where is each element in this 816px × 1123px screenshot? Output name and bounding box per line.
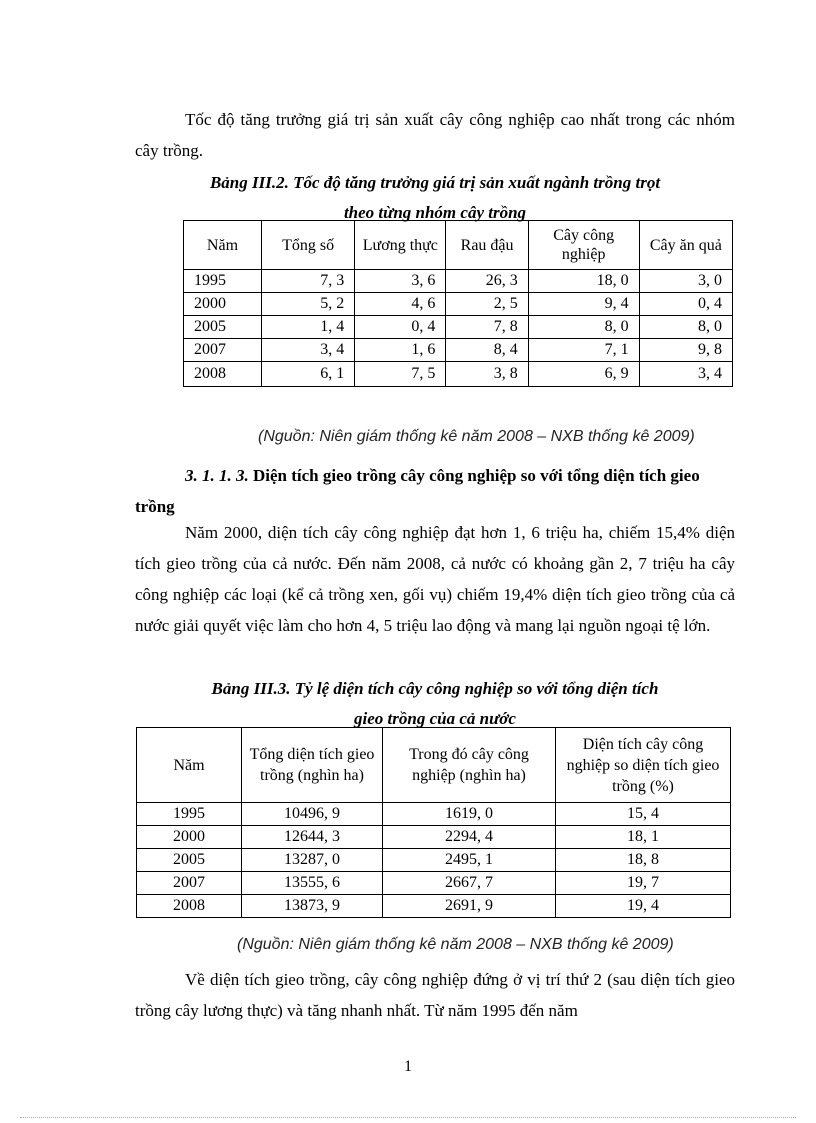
cell-ratio: 15, 4: [556, 803, 731, 826]
cell-industrial: 9, 4: [528, 293, 639, 316]
cell-year: 2008: [184, 362, 262, 387]
page-number: 1: [404, 1058, 412, 1075]
cell-fruit: 9, 8: [639, 339, 732, 362]
cell-industrial: 7, 1: [528, 339, 639, 362]
cell-industrial-area: 1619, 0: [383, 803, 556, 826]
header-total: Tổng số: [261, 221, 354, 270]
cell-year: 2000: [184, 293, 262, 316]
cell-ratio: 19, 4: [556, 895, 731, 918]
cell-total-area: 12644, 3: [242, 826, 383, 849]
header-year: Năm: [184, 221, 262, 270]
cell-total: 6, 1: [261, 362, 354, 387]
cell-total: 3, 4: [261, 339, 354, 362]
paragraph-intro: Tốc độ tăng trưởng giá trị sản xuất cây công nghiệp cao nhất trong các nhóm cây trồng.: [135, 110, 735, 160]
header-vegetables: Rau đậu: [446, 221, 528, 270]
table3-source: (Nguồn: Niên giám thống kê năm 2008 – NXB thống kê 2009): [237, 936, 674, 953]
table-row: [137, 895, 731, 918]
page-bottom-divider: [20, 1117, 796, 1118]
cell-vegetables: 2, 5: [446, 293, 528, 316]
table3-caption-line1: Bảng III.3. Tỷ lệ diện tích cây công nghiệp so với tổng diện tích: [211, 679, 659, 698]
section-title: Diện tích gieo trồng cây công nghiệp so với tổng diện tích gieo trồng: [135, 466, 700, 516]
section-heading: [135, 460, 735, 522]
paragraph-area: Năm 2000, diện tích cây công nghiệp đạt hơn 1, 6 triệu ha, chiếm 15,4% diện tích gieo trồng của cả nước. Đến năm 2008, cả nước có khoảng gần 2, 7 triệu ha cây công nghiệp các loại (kể cả trồng xen, gối vụ) chiếm 19,4% diện tích gieo trồng của cả nước giải quyết việc làm cho hơn 4, 5 triệu lao động và mang lại nguồn ngoại tệ lớn.: [135, 523, 735, 635]
cell-industrial: 6, 9: [528, 362, 639, 387]
cell-year: 2007: [184, 339, 262, 362]
cell-industrial-area: 2495, 1: [383, 849, 556, 872]
header-industrial: Cây công nghiệp: [528, 221, 639, 270]
cell-ratio: 18, 1: [556, 826, 731, 849]
cell-year: 2007: [137, 872, 242, 895]
cell-food: 4, 6: [355, 293, 446, 316]
table3-caption: [135, 674, 735, 734]
cell-ratio: 18, 8: [556, 849, 731, 872]
cell-total: 1, 4: [261, 316, 354, 339]
table-row: [137, 872, 731, 895]
table2-source: (Nguồn: Niên giám thống kê năm 2008 – NXB thống kê 2009): [258, 428, 695, 445]
header-food: Lương thực: [355, 221, 446, 270]
cell-vegetables: 3, 8: [446, 362, 528, 387]
cell-vegetables: 7, 8: [446, 316, 528, 339]
cell-vegetables: 26, 3: [446, 270, 528, 293]
table2-caption-line1: Bảng III.2. Tốc độ tăng trưởng giá trị sản xuất ngành trồng trọt: [209, 173, 661, 192]
header-fruit: Cây ăn quả: [639, 221, 732, 270]
paragraph-ranking: Về diện tích gieo trồng, cây công nghiệp đứng ở vị trí thứ 2 (sau diện tích gieo trồng cây lương thực) và tăng nhanh nhất. Từ năm 1995 đến năm: [135, 970, 735, 1020]
cell-industrial-area: 2294, 4: [383, 826, 556, 849]
cell-industrial-area: 2667, 7: [383, 872, 556, 895]
table-row: [184, 316, 733, 339]
cell-ratio: 19, 7: [556, 872, 731, 895]
cell-industrial-area: 2691, 9: [383, 895, 556, 918]
cell-year: 1995: [137, 803, 242, 826]
header-year: Năm: [137, 728, 242, 803]
cell-total: 5, 2: [261, 293, 354, 316]
cell-fruit: 8, 0: [639, 316, 732, 339]
header-ratio: Diện tích cây công nghiệp so diện tích gieo trồng (%): [556, 728, 731, 803]
cell-total-area: 13287, 0: [242, 849, 383, 872]
table-row: [184, 270, 733, 293]
table2-caption-line2: theo từng nhóm cây trồng: [343, 203, 527, 222]
growth-rate-table: [183, 220, 733, 387]
cell-year: 2000: [137, 826, 242, 849]
cell-food: 1, 6: [355, 339, 446, 362]
cell-food: 7, 5: [355, 362, 446, 387]
header-industrial-area: Trong đó cây công nghiệp (nghìn ha): [383, 728, 556, 803]
table2-caption: [135, 168, 735, 228]
table-row: [184, 293, 733, 316]
area-ratio-table: [136, 727, 731, 918]
table-row: [137, 826, 731, 849]
cell-total-area: 10496, 9: [242, 803, 383, 826]
cell-year: 1995: [184, 270, 262, 293]
cell-total-area: 13873, 9: [242, 895, 383, 918]
cell-year: 2008: [137, 895, 242, 918]
cell-food: 3, 6: [355, 270, 446, 293]
table-row: [137, 803, 731, 826]
cell-vegetables: 8, 4: [446, 339, 528, 362]
table-row: [184, 362, 733, 387]
header-total-area: Tổng diện tích gieo trồng (nghìn ha): [242, 728, 383, 803]
cell-fruit: 3, 4: [639, 362, 732, 387]
section-number: 3. 1. 1. 3.: [185, 466, 249, 485]
cell-food: 0, 4: [355, 316, 446, 339]
table-header-row: [137, 728, 731, 803]
cell-industrial: 8, 0: [528, 316, 639, 339]
cell-year: 2005: [137, 849, 242, 872]
table-row: [137, 849, 731, 872]
cell-total-area: 13555, 6: [242, 872, 383, 895]
cell-fruit: 3, 0: [639, 270, 732, 293]
cell-fruit: 0, 4: [639, 293, 732, 316]
cell-industrial: 18, 0: [528, 270, 639, 293]
cell-year: 2005: [184, 316, 262, 339]
cell-total: 7, 3: [261, 270, 354, 293]
table3-caption-line2: gieo trồng của cả nước: [354, 709, 516, 728]
table-row: [184, 339, 733, 362]
table-header-row: [184, 221, 733, 270]
